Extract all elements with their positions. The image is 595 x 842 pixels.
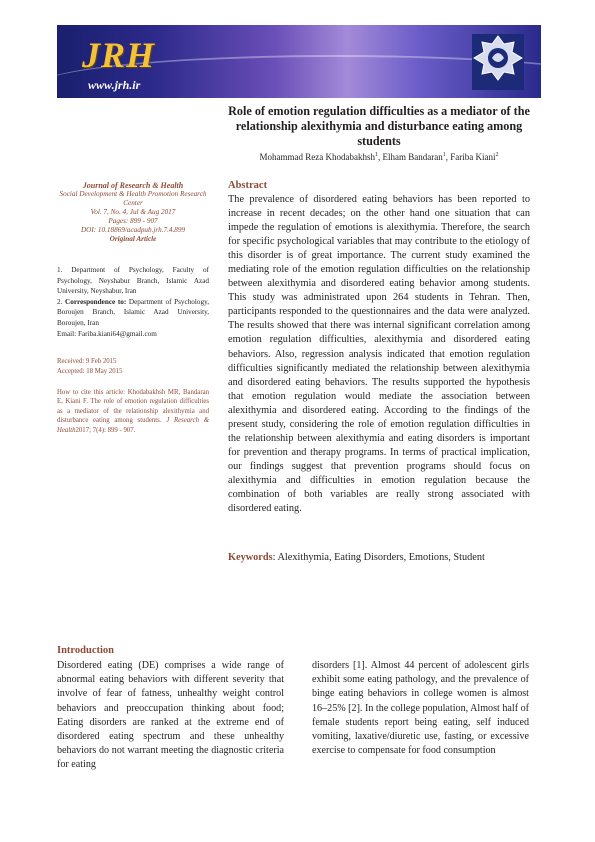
accepted-date: Accepted: 18 May 2015 <box>57 368 123 375</box>
affiliation-number: 2. <box>57 297 66 306</box>
received-date: Received: 9 Feb 2015 <box>57 358 117 365</box>
author-affiliation-mark: 1 <box>442 152 446 158</box>
abstract-body: The prevalence of disordered eating behaviors has been reported to increase in recent decades; on the other hand one situation that can impede the regulation of emotions is alexithymia. Therefore, the search for specific psychological variables that may contribute to the etiology of this disorder is of great importance. The current study examined the mediating role of the emotion regulation difficulties on the relationship between alexithymia and disordered eating behavior among students. This study was administrated upon 264 students in Tehran. Then, participants responded to the questionnaires and the data were analyzed. The results showed that there was internal significant correlation among emotion regulation difficulties, alexithymia and disordered eating behaviors. Also, regression analysis indicated that emotion regulation difficulties significantly mediated the relationship between alexithymia and disordered eating behaviors. The results supported the hypothesis that emotion regulation would mediate the association between alexithymia and disordered eating. According to the findings of the present study, considering the role of emotion regulation difficulties in the relationship between alexithymia and eating disorders is important for prevention and therapy programs. In terms of practical implication, our findings suggest that prevention programs should focus on alexithymia and difficulties in emotion regulation because the combination of both variables are really strong associated with disordered eating. <box>228 194 530 515</box>
citation-details: 2017; 7(4): 899 - 907. <box>75 426 136 434</box>
keywords <box>228 552 530 563</box>
university-emblem-icon <box>464 30 532 94</box>
author-name: Elham Bandaran <box>382 152 443 162</box>
citation-journal: J Research & Health <box>57 417 209 434</box>
affiliations <box>57 265 209 339</box>
correspondence-label: Correspondence to: <box>65 297 127 306</box>
author-list: Mohammad Reza Khodabakhsh$^1$, Elham Bandaran$^1$, Fariba Kiani$^2$ <box>259 152 499 162</box>
author-name: Mohammad Reza Khodabakhsh <box>259 152 375 162</box>
article-title: Role of emotion regulation difficulties as a mediator of the relationship alexithymia and disturbance eating among students <box>228 104 530 148</box>
article-dates <box>57 357 209 377</box>
correspondence-address: Department of Psychology, Boroujen Branch, Islamic Azad University, Boroujen, Iran <box>57 297 210 327</box>
article-type: Original Article <box>109 235 157 243</box>
article-sidebar <box>57 181 209 339</box>
introduction-column-left: Disordered eating (DE) comprises a wide range of abnormal eating behaviors with different severity that involve of fear of fatness, unhealthy weight control behaviors and preoccupation thinking about food; Eating disorders are ranked at the extreme end of disordered eating spectrum and these unhealthy behaviors do not warrant meeting the diagnostic criteria for eating <box>57 660 284 771</box>
abstract-heading: Abstract <box>228 180 268 191</box>
journal-logo-text: JRH <box>82 35 156 75</box>
journal-info <box>57 181 209 244</box>
author-name: Fariba Kiani <box>450 152 496 162</box>
author-affiliation-mark: 1 <box>375 152 378 158</box>
volume-issue: Vol. 7, No. 4, Jul & Aug 2017 <box>90 208 176 216</box>
citation-text: How to cite this article: Khodabakhsh MR, Bandaran E, Kiani F. The role of emotion regulation difficulties as a mediator of the relationship alexithymia and disturbance eating among students. <box>57 389 209 425</box>
journal-website[interactable]: www.jrh.ir <box>88 78 141 92</box>
citation-note <box>57 388 209 435</box>
doi[interactable]: DOI: 10.18869/acadpub.jrh.7.4.899 <box>80 226 186 234</box>
affiliation-2 <box>57 297 209 329</box>
publisher: Social Development & Health Promotion Research Center <box>59 190 207 207</box>
page-range: Pages: 899 - 907 <box>108 217 158 225</box>
introduction-heading: Introduction <box>57 645 114 656</box>
corresponding-email[interactable]: Email: Fariba.kiani64@gmail.com <box>57 329 157 338</box>
journal-name: Journal of Research & Health <box>82 181 184 190</box>
author-affiliation-mark: 2 <box>495 152 499 158</box>
keywords-list: : Alexithymia, Eating Disorders, Emotions, Student <box>272 552 485 563</box>
keywords-label: Keywords <box>228 552 273 563</box>
affiliation-1: 1. Department of Psychology, Faculty of Psychology, Neyshabur Branch, Islamic Azad University, Neyshabur, Iran <box>57 266 209 296</box>
introduction-column-right: disorders [1]. Almost 44 percent of adolescent girls exhibit some eating pathology, and the prevalence of binge eating behaviors in college women is almost 16–25% [2]. In the college population, Almost half of female students report being eating, self induced vomiting, laxative/diuretic use, fasting, or excessive exercise to compensate for food consumption <box>312 660 529 757</box>
